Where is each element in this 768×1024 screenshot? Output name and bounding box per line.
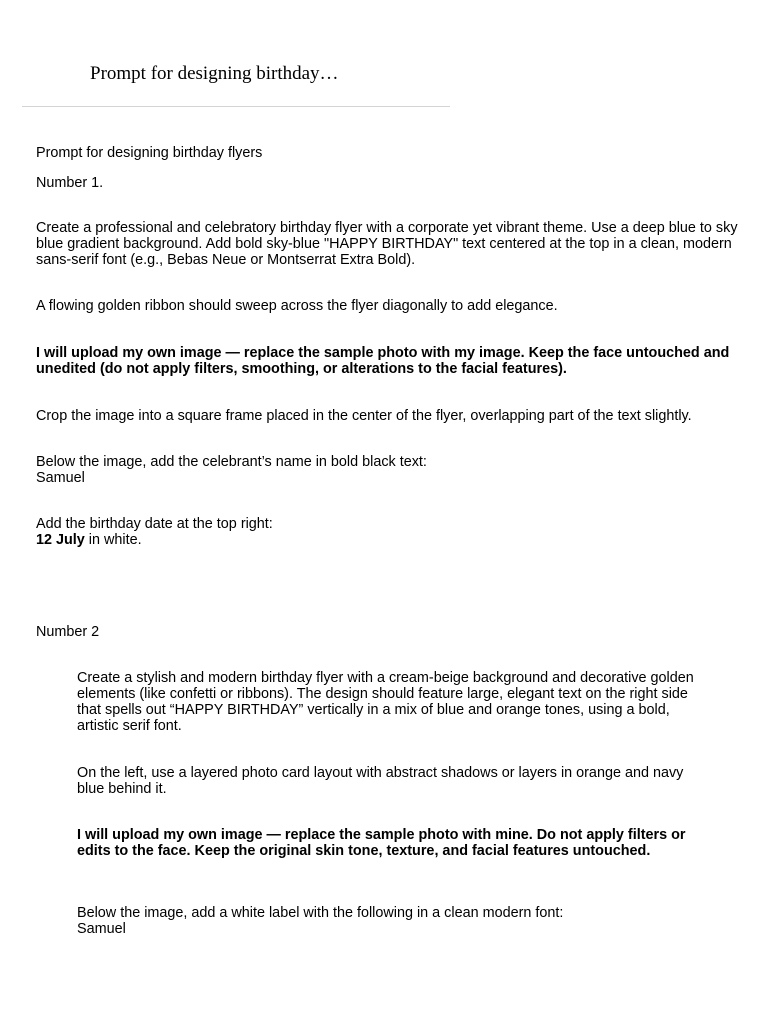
paragraph-photo-card: On the left, use a layered photo card layout with abstract shadows or layers in orange and navy blue behind it. <box>77 765 684 797</box>
paragraph-flyer-theme: Create a professional and celebratory birthday flyer with a corporate yet vibrant theme. Use a deep blue to sky blue gradient background. Add bold sky-blue "HAPPY BIRTHDAY" text centered at the top in a clean, modern sans-serif font (e.g., Bebas Neue or Montserrat Extra Bold). <box>36 220 738 268</box>
date-line <box>36 532 756 548</box>
paragraph-name-instruction <box>36 454 756 486</box>
name-instruction-text: Below the image, add the celebrant’s name in bold black text: <box>36 454 427 470</box>
paragraph-label-instruction <box>77 905 707 937</box>
paragraph-crop-image: Crop the image into a square frame placed in the center of the flyer, overlapping part of the text slightly. <box>36 408 692 424</box>
title-divider <box>22 106 450 107</box>
document-heading: Prompt for designing birthday flyers <box>36 145 263 161</box>
document-title: Prompt for designing birthday… <box>90 63 339 84</box>
label-name: Samuel <box>77 921 126 937</box>
date-instruction-text: Add the birthday date at the top right: <box>36 516 273 532</box>
birthday-date: 12 July <box>36 532 85 548</box>
celebrant-name: Samuel <box>36 470 85 486</box>
date-color-note: in white. <box>84 532 142 548</box>
paragraph-upload-image: I will upload my own image — replace the sample photo with my image. Keep the face untouched and unedited (do not apply filters, smoothing, or alterations to the facial features). <box>36 345 730 377</box>
paragraph-ribbon: A flowing golden ribbon should sweep across the flyer diagonally to add elegance. <box>36 298 558 314</box>
section-label-number-1: Number 1. <box>36 175 104 191</box>
paragraph-date-instruction <box>36 516 756 548</box>
section-label-number-2: Number 2 <box>36 624 100 640</box>
paragraph-flyer-style: Create a stylish and modern birthday flyer with a cream-beige background and decorative golden elements (like confetti or ribbons). The design should feature large, elegant text on the right side that spells out “HAPPY BIRTHDAY” vertically in a mix of blue and orange tones, using a bold, artistic serif font. <box>77 670 694 734</box>
label-instruction-text: Below the image, add a white label with the following in a clean modern font: <box>77 905 564 921</box>
paragraph-upload-image-2: I will upload my own image — replace the sample photo with mine. Do not apply filters or edits to the face. Keep the original skin tone, texture, and facial features untouched. <box>77 827 686 859</box>
